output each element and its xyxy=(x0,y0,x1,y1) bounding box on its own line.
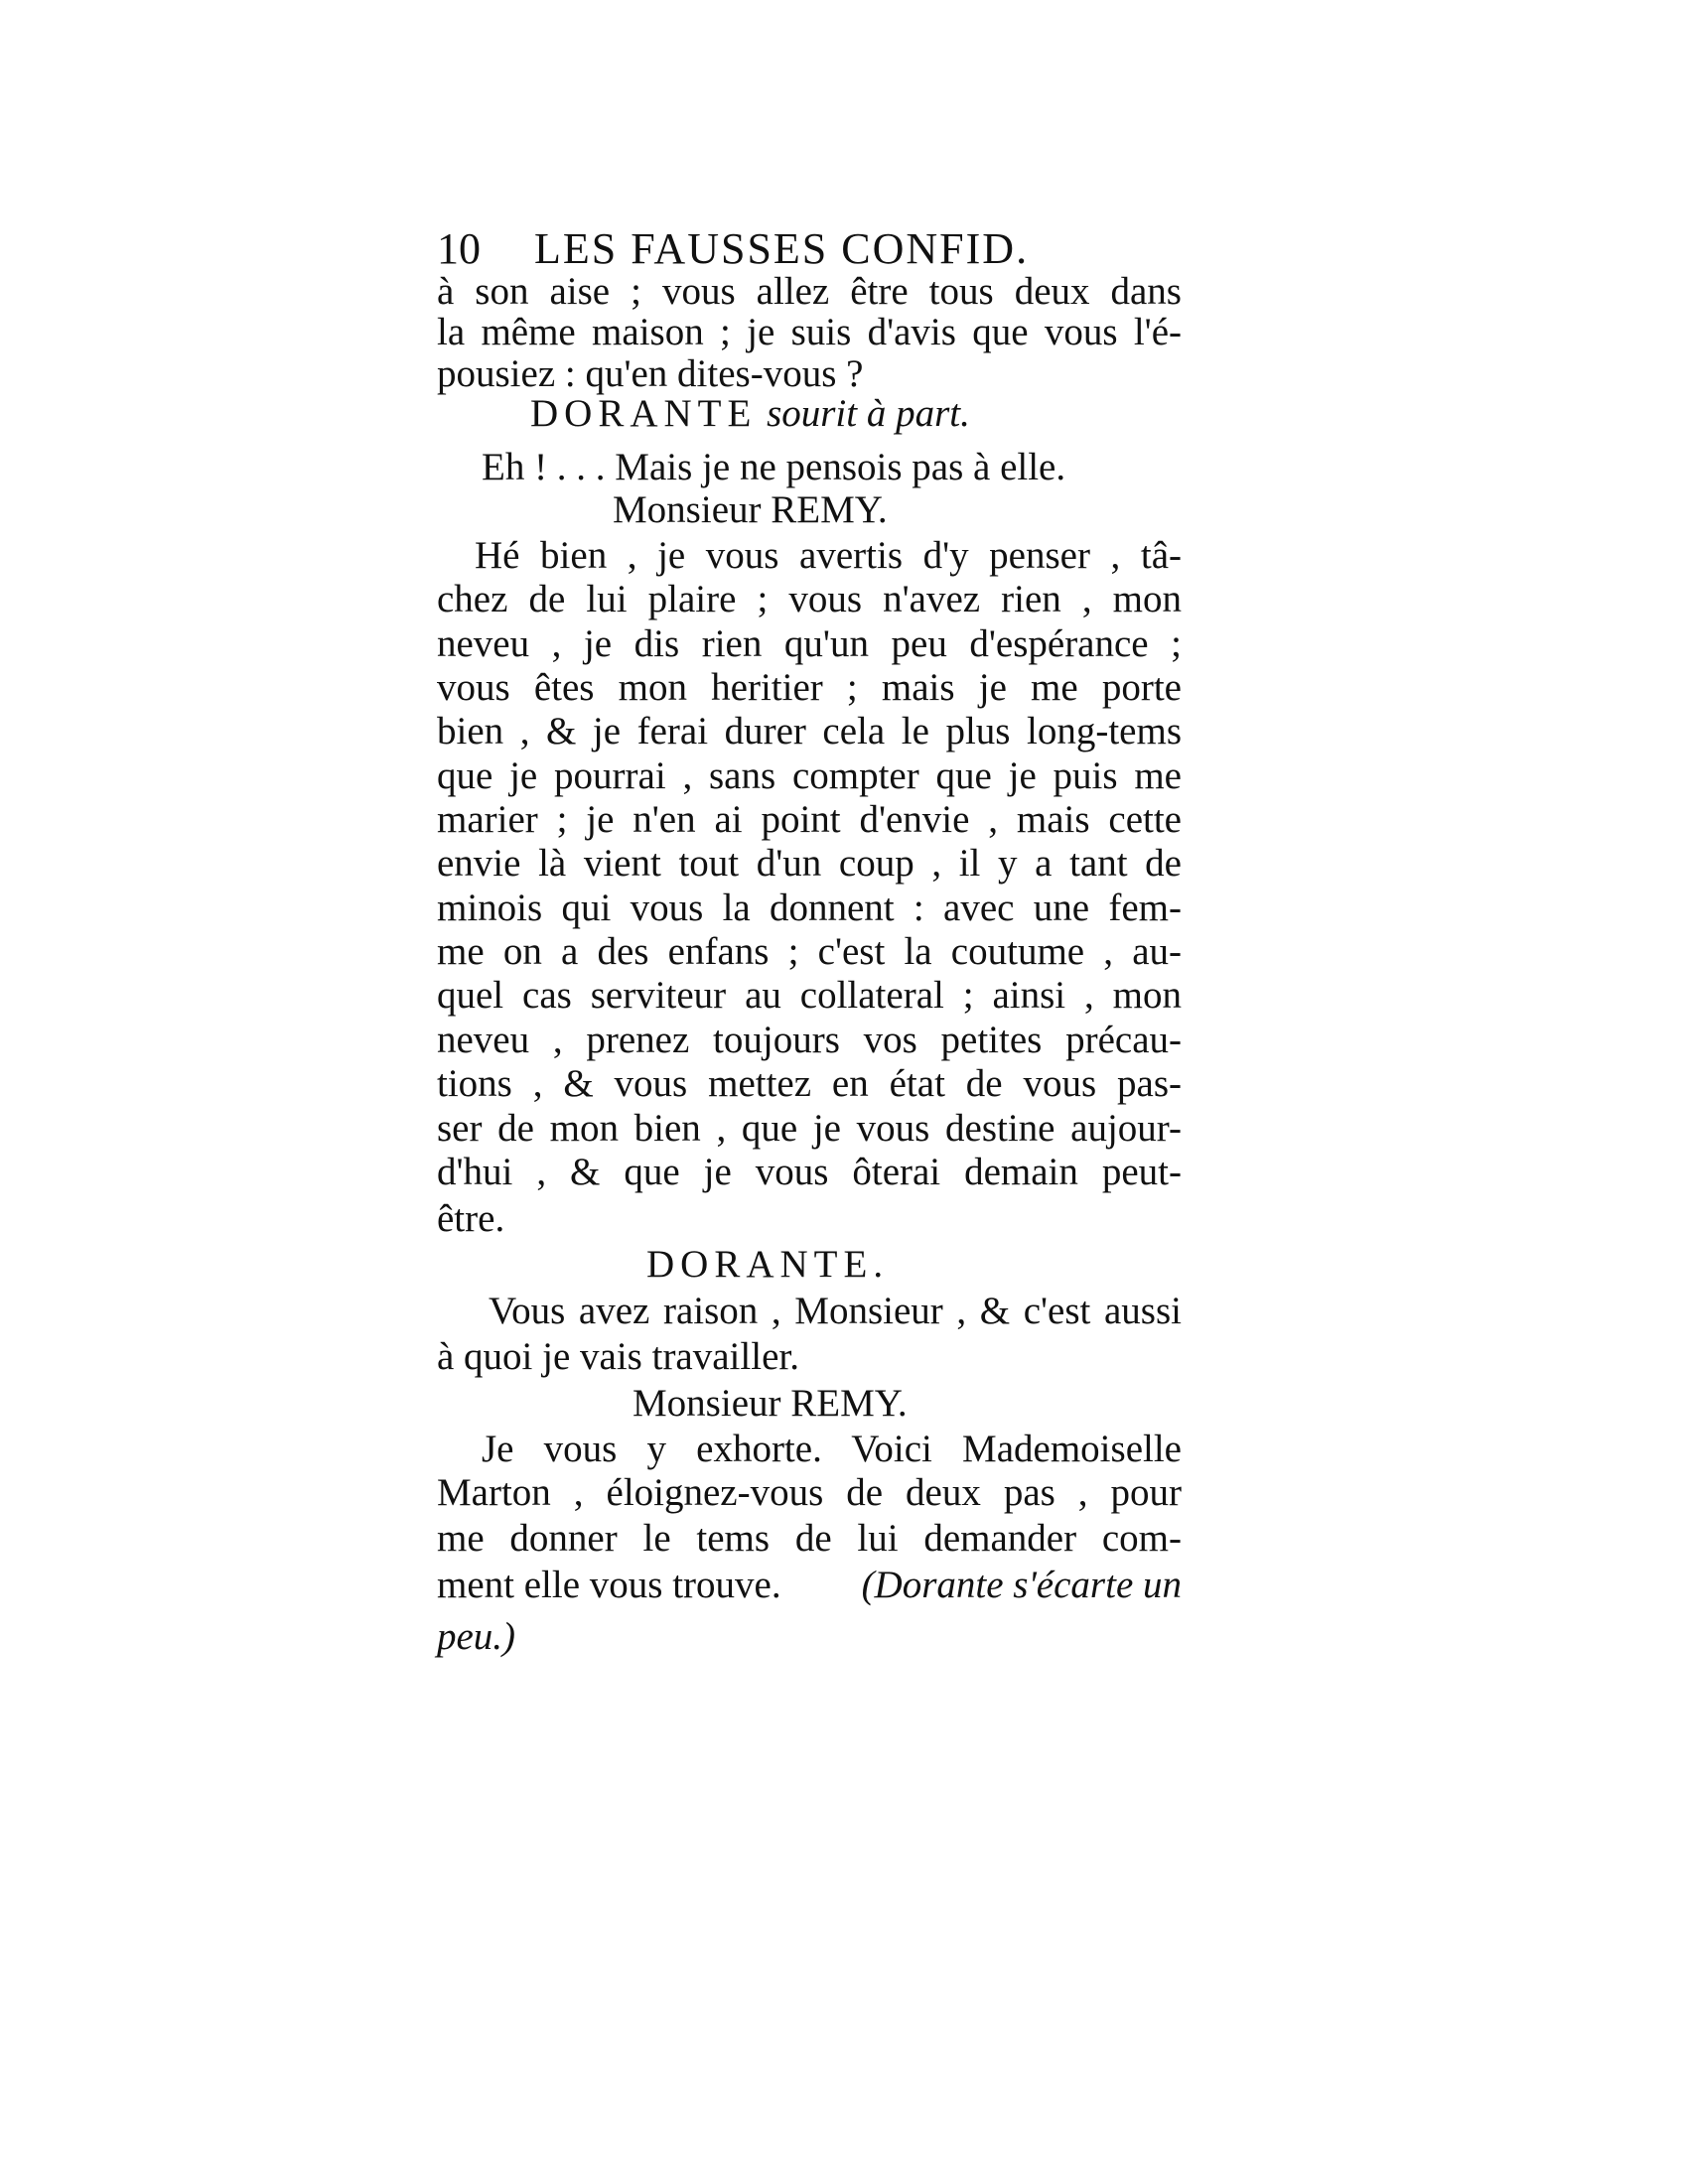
text-line: d'hui , & que je vous ôterai demain peut- xyxy=(437,1151,1182,1193)
stage-direction: (Dorante s'écarte un xyxy=(861,1564,1182,1606)
text-line xyxy=(437,1563,1182,1608)
text-line: marier ; je n'en ai point d'envie , mais cette xyxy=(437,798,1182,841)
text-line: envie là vient tout d'un coup , il y a tant de xyxy=(437,842,1182,885)
text-line: bien , & je ferai durer cela le plus long-tems xyxy=(437,710,1182,752)
text-line: être. xyxy=(437,1197,505,1240)
speaker-heading: Monsieur REMY. xyxy=(613,488,888,531)
page-number: 10 xyxy=(437,224,481,273)
text-fragment: ment elle vous trouve. xyxy=(437,1564,781,1606)
speaker-heading xyxy=(530,391,1275,437)
stage-direction: sourit à part. xyxy=(767,392,970,435)
text-line: neveu , prenez toujours vos petites précau- xyxy=(437,1019,1182,1061)
text-line: ser de mon bien , que je vous destine aujour- xyxy=(437,1107,1182,1150)
speaker-heading: DORANTE. xyxy=(646,1243,890,1286)
text-line: à son aise ; vous allez être tous deux dans xyxy=(437,270,1182,313)
text-line: à quoi je vais travailler. xyxy=(437,1335,799,1378)
text-line: pousiez : qu'en dites-vous ? xyxy=(437,352,864,395)
text-line: Vous avez raison , Monsieur , & c'est aussi xyxy=(489,1290,1182,1332)
stage-direction: peu.) xyxy=(437,1615,516,1658)
speaker-name: DORANTE xyxy=(530,392,758,435)
text-line: la même maison ; je suis d'avis que vous l'é- xyxy=(437,311,1182,353)
text-line: me donner le tems de lui demander com- xyxy=(437,1517,1182,1560)
speaker-heading: Monsieur REMY. xyxy=(633,1382,908,1425)
text-line: chez de lui plaire ; vous n'avez rien , mon xyxy=(437,578,1182,620)
text-line: que je pourrai , sans compter que je puis me xyxy=(437,754,1182,797)
text-line: minois qui vous la donnent : avec une fem- xyxy=(437,887,1182,929)
text-line: tions , & vous mettez en état de vous pas- xyxy=(437,1062,1182,1105)
text-line: quel cas serviteur au collateral ; ainsi , mon xyxy=(437,974,1182,1017)
text-line: Marton , éloignez-vous de deux pas , pour xyxy=(437,1471,1182,1514)
text-line: Hé bien , je vous avertis d'y penser , tâ- xyxy=(475,534,1182,577)
text-line: neveu , je dis rien qu'un peu d'espérance ; xyxy=(437,622,1182,665)
text-line: vous êtes mon heritier ; mais je me porte xyxy=(437,666,1182,709)
text-line: Je vous y exhorte. Voici Mademoiselle xyxy=(482,1428,1182,1470)
text-line: Eh ! . . . Mais je ne pensois pas à elle. xyxy=(482,446,1066,488)
running-header xyxy=(437,226,1182,272)
running-title: LES FAUSSES CONFID. xyxy=(534,224,1030,273)
text-line: me on a des enfans ; c'est la coutume , au- xyxy=(437,930,1182,973)
